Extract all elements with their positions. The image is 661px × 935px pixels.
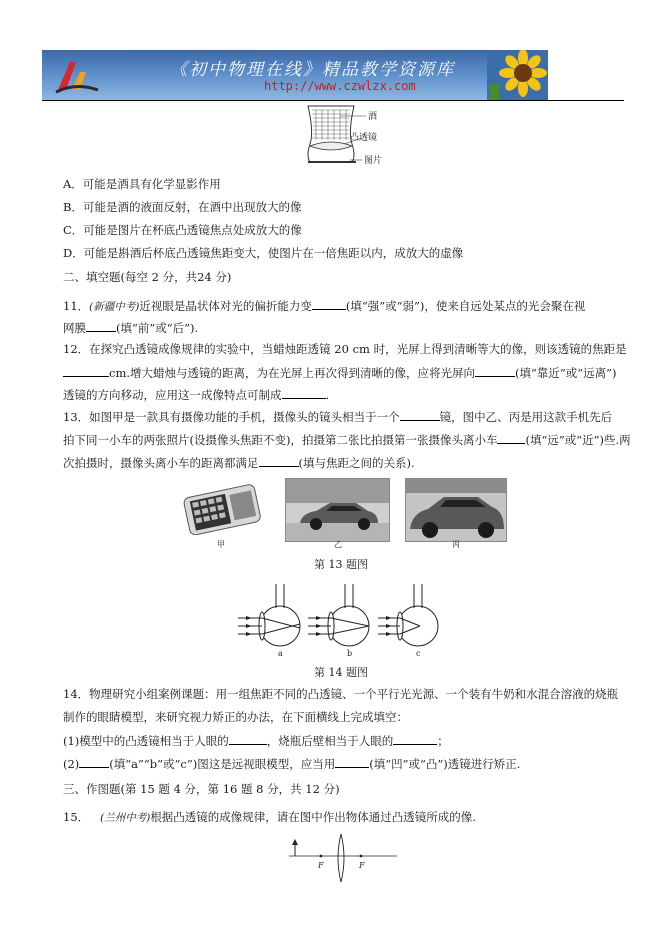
question-11-line1 <box>63 298 585 315</box>
question-13-line3 <box>63 455 415 471</box>
question-12-line1: 12．在探究凸透镜成像规律的实验中，当蜡烛距透镜 20 cm 时，光屏上得到清晰等大的像，则该透镜的焦距是 <box>63 342 627 356</box>
question-12-text: . <box>325 388 330 402</box>
wine-cup-figure <box>300 104 410 170</box>
label-wine: 酒 <box>368 112 378 122</box>
question-11-text: 近视眼是晶状体对光的偏折能力变 <box>139 299 312 313</box>
question-13-text: 13．如图甲是一款具有摄像功能的手机，摄像头的镜头相当于一个 <box>63 410 400 424</box>
question-13-text: 次拍摄时，摄像头离小车的距离都满足 <box>63 456 259 470</box>
question-13-text: (填“远”或“近”)些.两 <box>525 433 631 447</box>
answer-blank[interactable] <box>86 320 116 332</box>
question-14-text: (填“凹”或“凸”)透镜进行矫正. <box>369 757 521 771</box>
answer-blank[interactable] <box>475 365 515 377</box>
answer-blank[interactable] <box>229 733 267 745</box>
label-a: a <box>278 649 283 658</box>
answer-blank[interactable] <box>259 455 299 467</box>
question-13-line2 <box>63 432 631 448</box>
question-13-text: 拍下同一小车的两张照片(设摄像头焦距不变)，拍摄第二张比拍摄第一张摄像头离小车 <box>63 433 498 447</box>
question-12-line3 <box>63 387 329 403</box>
answer-blank[interactable] <box>400 409 440 421</box>
question-14-text: ； <box>437 734 449 748</box>
label-jia: 甲 <box>217 540 225 549</box>
question-15-number: 15． <box>63 810 90 824</box>
option-b: B．可能是酒的液面反射，在酒中出现放大的像 <box>63 200 302 214</box>
question-12-text: (填“靠近”或“远离”) <box>515 366 617 380</box>
question-12-line2 <box>63 365 617 381</box>
label-yi: 乙 <box>334 540 342 549</box>
section-drawing-heading: 三、作图题(第 15 题 4 分，第 16 题 8 分，共 12 分) <box>63 782 340 796</box>
question-15-line1 <box>63 810 476 826</box>
question-14-line3 <box>63 733 449 749</box>
label-lens: 凸透镜 <box>350 133 378 143</box>
convex-lens-diagram <box>285 832 400 884</box>
question-11-text: (填“强”或“弱”)，使来自远处某点的光会聚在视 <box>345 299 586 313</box>
focus-label-left: F <box>318 861 324 870</box>
question-13-text: (填与焦距之间的关系). <box>298 456 415 470</box>
question-14-text: (2) <box>63 757 80 771</box>
section-fill-blank-heading: 二、填空题(每空 2 分，共24 分) <box>63 270 232 284</box>
option-a: A．可能是酒具有化学显影作用 <box>63 177 221 191</box>
answer-blank[interactable] <box>393 733 437 745</box>
focus-label-right: F <box>359 861 365 870</box>
question-14-line4 <box>63 756 520 772</box>
question-11-text: (填“前”或“后”). <box>116 321 199 335</box>
question-14-line2: 制作的眼睛模型，来研究视力矫正的办法，在下面横线上完成填空： <box>63 710 408 724</box>
question-15-source: (兰州中考) <box>100 812 151 824</box>
question-14-line1: 14．物理研究小组案例课题：用一组焦距不同的凸透镜、一个平行光光源、一个装有牛奶和水混合溶液的烧瓶 <box>63 687 619 701</box>
sunflower-image <box>487 50 548 100</box>
question-14-text: (1)模型中的凸透镜相当于人眼的 <box>63 734 229 748</box>
car-photo-b <box>285 478 390 542</box>
answer-blank[interactable] <box>282 387 326 399</box>
car-photo-c <box>405 478 507 542</box>
option-d: D．可能是斟酒后杯底凸透镜焦距变大，使图片在一倍焦距以内，成放大的虚像 <box>63 246 464 260</box>
phone-image <box>178 483 264 535</box>
question-11-source: (新疆中考) <box>89 301 140 313</box>
answer-blank[interactable] <box>312 298 346 310</box>
eye-model-figure <box>236 578 450 658</box>
header-rule <box>42 100 624 101</box>
question-11-text: 网膜 <box>63 321 86 335</box>
answer-blank[interactable] <box>335 756 369 768</box>
question-15-text: 根据凸透镜的成像规律，请在图中作出物体通过凸透镜所成的像. <box>150 810 476 824</box>
header-banner <box>42 50 548 100</box>
question-14-text: (填“a”“b”或“c”)图这是远视眼模型，应当用 <box>109 757 336 771</box>
figure-13-caption: 第 13 题图 <box>314 558 368 571</box>
label-bing: 丙 <box>452 540 460 549</box>
banner-url[interactable]: http://www.czwlzx.com <box>264 79 416 93</box>
question-12-text: 透镜的方向移动，应用这一成像特点可制成 <box>63 388 282 402</box>
figure-14-caption: 第 14 题图 <box>314 666 368 679</box>
label-b: b <box>347 649 353 658</box>
answer-blank[interactable] <box>497 432 525 444</box>
label-picture: 图片 <box>364 156 383 166</box>
logo-icon <box>50 56 102 96</box>
question-14-text: ，烧瓶后壁相当于人眼的 <box>266 734 394 748</box>
question-13-text: 镜，图中乙、丙是用这款手机先后 <box>439 410 613 424</box>
label-c: c <box>416 649 421 658</box>
answer-blank[interactable] <box>79 756 109 768</box>
question-11-number: 11． <box>63 299 90 313</box>
question-12-text: cm.增大蜡烛与透镜的距离，为在光屏上再次得到清晰的像，应将光屏向 <box>109 366 475 380</box>
answer-blank[interactable] <box>63 365 109 377</box>
option-c: C．可能是图片在杯底凸透镜焦点处成放大的像 <box>63 223 302 237</box>
question-11-line2 <box>63 320 198 336</box>
banner-title: 《初中物理在线》精品教学资源库 <box>170 60 455 80</box>
question-13-line1 <box>63 409 612 425</box>
